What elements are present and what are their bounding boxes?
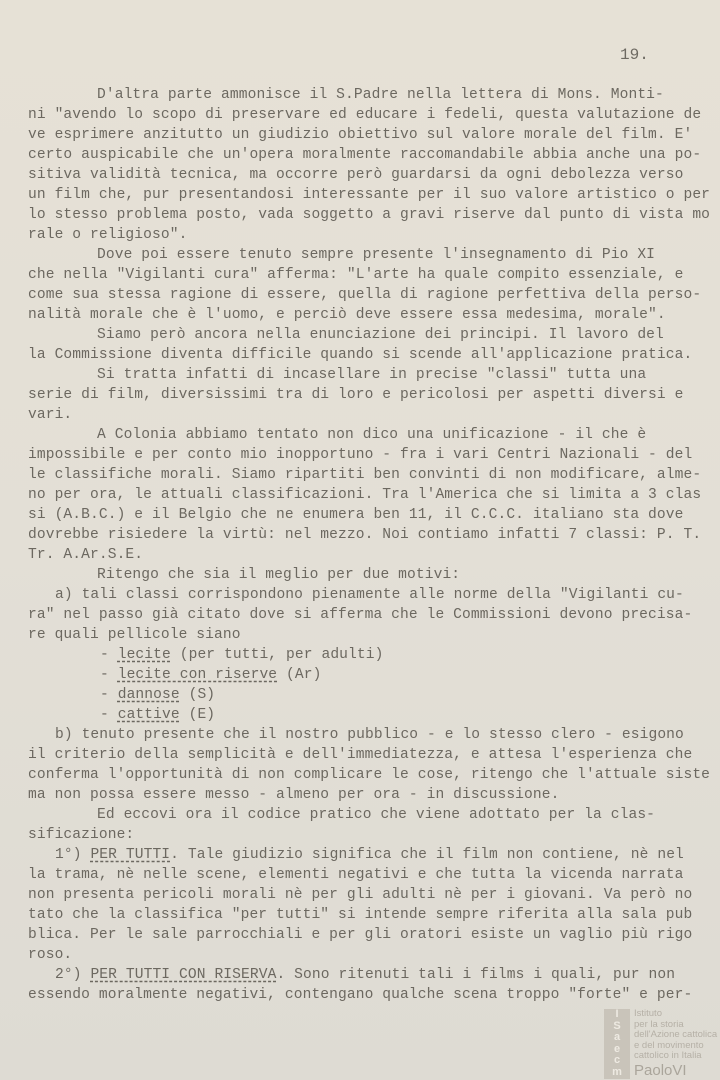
text-segment: ve esprimere anzitutto un giudizio obiettivo sul valore morale del film. E' — [28, 127, 693, 143]
text-segment: certo auspicabile che un'opera moralmente raccomandabile abbia anche una po- — [28, 147, 702, 163]
text-line — [97, 565, 460, 585]
text-line — [28, 865, 683, 885]
text-segment: Tr. A.Ar.S.E. — [28, 547, 144, 563]
text-line — [28, 385, 683, 405]
text-segment: come sua stessa ragione di essere, quella di ragione perfettiva della perso- — [28, 287, 702, 303]
text-segment: vari. — [28, 407, 73, 423]
text-line — [55, 965, 675, 985]
text-line — [97, 425, 646, 445]
text-segment: Si tratta infatti di incasellare in precise "classi" tutta una — [97, 367, 647, 383]
underlined-term: lecite con riserve — [117, 667, 278, 683]
logo-letter: c — [613, 1054, 621, 1066]
underlined-term: PER TUTTI CON RISERVA — [90, 967, 277, 983]
text-line — [28, 525, 701, 545]
text-line — [97, 325, 664, 345]
text-line — [28, 145, 701, 165]
logo-text-line: per la storia — [634, 1018, 684, 1030]
text-line — [28, 825, 134, 845]
text-segment: roso. — [28, 947, 73, 963]
text-segment: nalità morale che è l'uomo, e perciò deve essere essa medesima, morale". — [28, 307, 666, 323]
text-line — [28, 225, 187, 245]
text-line — [28, 985, 692, 1005]
text-line — [28, 205, 710, 225]
text-segment: la trama, nè nelle scene, elementi negativi e che tutta la vicenda narrata — [28, 867, 684, 883]
text-segment: la Commissione diventa difficile quando si scende all'applicazione pratica. — [28, 347, 693, 363]
text-line — [28, 105, 701, 125]
text-line — [28, 925, 692, 945]
text-segment: D'altra parte ammonisce il S.Padre nella lettera di Mons. Monti- — [97, 87, 664, 103]
text-line — [28, 765, 710, 785]
text-segment: essendo moralmente negativi, contengano qualche scena troppo "forte" e per- — [28, 987, 693, 1003]
text-segment: blica. Per le sale parrocchiali e per gli oratori esiste un vaglio più rigo — [28, 927, 693, 943]
text-line — [28, 745, 692, 765]
text-segment: re quali pellicole siano — [28, 627, 241, 643]
logo-letter: S — [613, 1019, 621, 1032]
text-line — [28, 285, 701, 305]
text-segment: 1°) — [55, 847, 91, 863]
text-segment: - — [100, 647, 118, 663]
text-line — [28, 785, 559, 805]
text-line — [28, 345, 692, 365]
text-segment: (per tutti, per adulti) — [170, 647, 384, 663]
text-segment: . Sono ritenuti tali i films i quali, pur non — [276, 967, 676, 983]
text-segment: - — [100, 667, 118, 683]
text-line — [28, 405, 72, 425]
text-segment: Ritengo che sia il meglio per due motivi: — [97, 567, 461, 583]
text-line — [28, 485, 701, 505]
text-segment: - — [100, 707, 118, 723]
underlined-term: PER TUTTI — [90, 847, 171, 863]
text-line — [97, 805, 655, 825]
text-line — [55, 585, 684, 605]
text-segment: le classifiche morali. Siamo ripartiti ben convinti di non modificare, alme- — [28, 467, 702, 483]
text-segment: (E) — [179, 707, 216, 723]
text-segment: impossibile e per conto mio inopportuno - fra i vari Centri Nazionali - del — [28, 447, 693, 463]
text-line — [55, 845, 684, 865]
text-line — [97, 365, 646, 385]
text-segment: ni "avendo lo scopo di preservare ed educare i fedeli, questa valutazione de — [28, 107, 702, 123]
text-segment: non presenta pericoli morali nè per gli adulti nè per i giovani. Va però no — [28, 887, 693, 903]
logo-mark — [604, 1009, 630, 1079]
text-segment: - — [100, 687, 118, 703]
text-line — [28, 265, 683, 285]
text-line — [28, 465, 701, 485]
isacem-watermark-logo — [604, 1009, 718, 1079]
text-segment: no per ora, le attuali classificazioni. Tra l'America che si limita a 3 clas — [28, 487, 702, 503]
text-line — [100, 645, 383, 665]
logo-text-line: cattolico in Italia — [634, 1050, 702, 1061]
text-line — [28, 165, 683, 185]
text-line — [100, 665, 321, 685]
text-line — [28, 505, 683, 525]
underlined-term: cattive — [117, 707, 180, 723]
text-line — [55, 725, 684, 745]
text-segment: ra" nel passo già citato dove si afferma che le Commissioni devono precisa- — [28, 607, 693, 623]
text-line — [28, 125, 692, 145]
text-line — [97, 245, 655, 265]
text-segment: Dove poi essere tenuto sempre presente l'insegnamento di Pio XI — [97, 247, 656, 263]
text-segment: Ed eccovi ora il codice pratico che viene adottato per la clas- — [97, 807, 656, 823]
logo-text — [634, 1009, 717, 1062]
text-segment: sificazione: — [28, 827, 135, 843]
page-number: 19. — [620, 46, 649, 64]
text-segment: . Tale giudizio significa che il film non contiene, nè nel — [170, 847, 684, 863]
text-line — [28, 305, 666, 325]
text-line — [28, 945, 72, 965]
text-segment: b) tenuto presente che il nostro pubblico - e lo stesso clero - esigono — [55, 727, 684, 743]
text-segment: si (A.B.C.) e il Belgio che ne enumera ben 11, il C.C.C. italiano sta dove — [28, 507, 684, 523]
text-segment: tato che la classifica "per tutti" si intende sempre riferita alla sala pub — [28, 907, 693, 923]
logo-letter: a — [613, 1031, 621, 1043]
logo-letter: I — [615, 1008, 619, 1020]
underlined-term: lecite — [117, 647, 171, 663]
logo-letter: e — [613, 1042, 621, 1055]
text-segment: dovrebbe risiedere la virtù: nel mezzo. Noi contiamo infatti 7 classi: P. T. — [28, 527, 702, 543]
text-line — [28, 445, 692, 465]
text-segment: ma non possa essere messo - almeno per ora - in discussione. — [28, 787, 560, 803]
logo-name: PaoloVI — [634, 1062, 687, 1079]
logo-text-line: e del movimento — [634, 1039, 704, 1051]
text-line — [97, 85, 664, 105]
logo-text-line: Istituto — [634, 1008, 662, 1019]
text-line — [28, 625, 241, 645]
logo-letter: m — [612, 1065, 622, 1078]
text-line — [28, 905, 692, 925]
text-segment: che nella "Vigilanti cura" afferma: "L'arte ha quale compito essenziale, e — [28, 267, 684, 283]
text-line — [100, 705, 215, 725]
text-line — [28, 185, 710, 205]
text-segment: conferma l'opportunità di non complicare le cose, ritengo che l'attuale siste — [28, 767, 711, 783]
text-segment: Siamo però ancora nella enunciazione dei principi. Il lavoro del — [97, 327, 664, 343]
text-segment: rale o religioso". — [28, 227, 188, 243]
text-line — [28, 885, 692, 905]
text-line — [100, 685, 215, 705]
text-segment: lo stesso problema posto, vada soggetto a gravi riserve dal punto di vista mo — [28, 207, 711, 223]
text-segment: serie di film, diversissimi tra di loro e pericolosi per aspetti diversi e — [28, 387, 684, 403]
logo-text-line: dell'Azione cattolica — [634, 1029, 718, 1040]
underlined-term: dannose — [117, 687, 180, 703]
text-segment: (Ar) — [277, 667, 322, 683]
text-segment: il criterio della semplicità e dell'immediatezza, e attesa l'esperienza che — [28, 747, 693, 763]
text-segment: a) tali classi corrispondono pienamente alle norme della "Vigilanti cu- — [55, 587, 684, 603]
text-segment: (S) — [179, 687, 216, 703]
text-line — [28, 605, 692, 625]
text-segment: un film che, pur presentandosi interessante per il suo valore artistico o per — [28, 187, 711, 203]
text-line — [28, 545, 143, 565]
text-segment: sitiva validità tecnica, ma occorre però guardarsi da ogni debolezza verso — [28, 167, 684, 183]
text-segment: 2°) — [55, 967, 91, 983]
text-segment: A Colonia abbiamo tentato non dico una unificazione - il che è — [97, 427, 647, 443]
